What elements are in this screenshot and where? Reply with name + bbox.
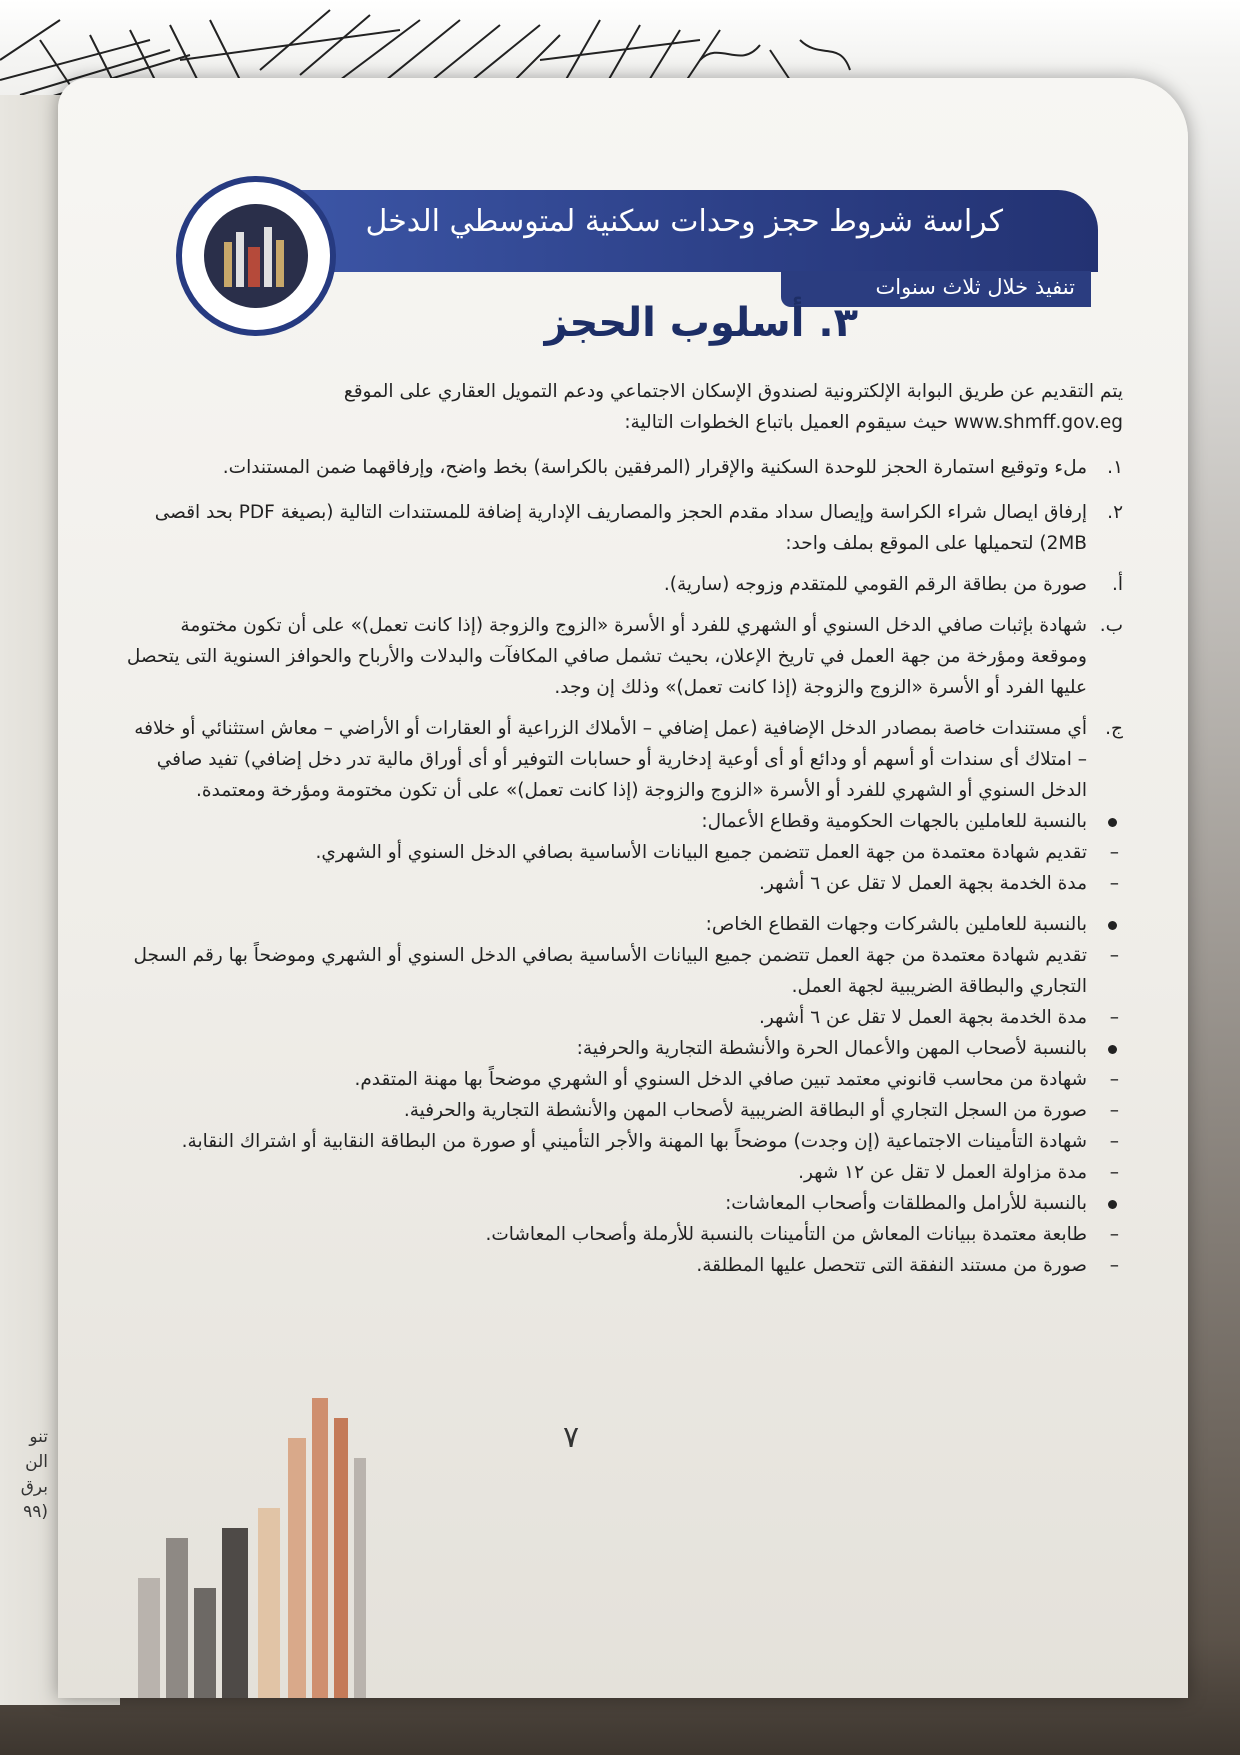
logo-bars-icon: [218, 222, 298, 292]
dash-icon: –: [1109, 945, 1119, 966]
step-number: ١.: [1107, 457, 1123, 478]
group-heading: [123, 909, 1123, 940]
snippet-line: (٩٩: [23, 1502, 48, 1522]
step-text: ملء وتوقيع استمارة الحجز للوحدة السكنية والإقرار (المرفقين بالكراسة) بخط واضح، وإرفاقهما ضمن المستندات.: [222, 457, 1087, 478]
group-title: بالنسبة للعاملين بالجهات الحكومية وقطاع الأعمال:: [701, 811, 1087, 832]
snippet-line: تنو: [29, 1427, 48, 1447]
requirement-item: [123, 1064, 1123, 1095]
step-item: [123, 452, 1123, 483]
sub-item-text: أي مستندات خاصة بمصادر الدخل الإضافية (عمل إضافي – الأملاك الزراعية أو العقارات أو الأراضي – معاش استثنائي أو خلافه – امتلاك أى سندات أو أسهم أو ودائع أو أى أوعية إدخارية أو حسابات التوفير أو أى أوراق مالية تدر دخل إضافي) تفيد صافي الدخل السنوي أو الشهري للفرد أو الأسرة «الزوج والزوجة (إذا كانت تعمل)» على أن تكون مختومة ومؤرخة ومعتمدة.: [134, 718, 1087, 801]
requirement-item: [123, 1126, 1123, 1157]
building-decoration-icon: [128, 1288, 428, 1698]
sub-item: [123, 713, 1123, 806]
intro-paragraph: [123, 376, 1123, 438]
group-heading: [123, 1033, 1123, 1064]
requirement-text: تقديم شهادة معتمدة من جهة العمل تتضمن جميع البيانات الأساسية بصافي الدخل السنوي أو الشهري.: [315, 842, 1087, 863]
step-item: [123, 497, 1123, 559]
requirement-item: [123, 1250, 1123, 1281]
step-text: إرفاق ايصال شراء الكراسة وإيصال سداد مقدم الحجز والمصاريف الإدارية إضافة للمستندات التالية (بصيغة PDF بحد اقصى 2MB) لتحميلها على الموقع بملف واحد:: [154, 502, 1087, 554]
intro-line: حيث سيقوم العميل باتباع الخطوات التالية:: [624, 412, 948, 433]
document-page: [58, 78, 1188, 1698]
group-title: بالنسبة لأصحاب المهن والأعمال الحرة والأنشطة التجارية والحرفية:: [576, 1038, 1087, 1059]
requirement-text: مدة مزاولة العمل لا تقل عن ١٢ شهر.: [798, 1162, 1087, 1183]
sub-item-letter: أ.: [1111, 574, 1123, 595]
requirement-item: [123, 940, 1123, 1002]
requirement-text: تقديم شهادة معتمدة من جهة العمل تتضمن جميع البيانات الأساسية بصافي الدخل السنوي أو الشهري وموضحاً بها رقم السجل التجاري والبطاقة الضريبية لجهة العمل.: [133, 945, 1087, 997]
sub-item-text: شهادة بإثبات صافي الدخل السنوي أو الشهري للفرد أو الأسرة «الزوج والزوجة (إذا كانت تعمل)» على أن تكون مختومة وموقعة ومؤرخة من جهة العمل في تاريخ الإعلان، بحيث تشمل صافي المكافآت والبدلات والأرباح والحوافز السنوية التى يتحصل عليها الفرد أو الأسرة «الزوج والزوجة (إذا كانت تعمل)» وذلك إن وجد.: [126, 615, 1087, 698]
requirement-item: [123, 1002, 1123, 1033]
website-link[interactable]: www.shmff.gov.eg: [953, 412, 1123, 433]
intro-line: يتم التقديم عن طريق البوابة الإلكترونية لصندوق الإسكان الاجتماعي ودعم التمويل العقاري على الموقع: [343, 381, 1123, 402]
fund-logo: [176, 176, 336, 336]
section-title: ٣. أسلوب الحجز: [544, 300, 858, 346]
snippet-line: الن: [25, 1452, 48, 1472]
group-heading: [123, 806, 1123, 837]
dash-icon: –: [1109, 1255, 1119, 1276]
requirement-text: صورة من السجل التجاري أو البطاقة الضريبية لأصحاب المهن والأنشطة التجارية والحرفية.: [403, 1100, 1087, 1121]
group-heading: [123, 1188, 1123, 1219]
bullet-icon: [1108, 1045, 1117, 1054]
requirement-text: شهادة من محاسب قانوني معتمد تبين صافي الدخل السنوي أو الشهري موضحاً بها مهنة المتقدم.: [354, 1069, 1087, 1090]
requirement-item: [123, 1157, 1123, 1188]
banner-title: كراسة شروط حجز وحدات سكنية لمتوسطي الدخل: [365, 204, 1003, 239]
dash-icon: –: [1109, 873, 1119, 894]
requirement-text: صورة من مستند النفقة التى تتحصل عليها المطلقة.: [696, 1255, 1087, 1276]
sub-item: [123, 610, 1123, 703]
dash-icon: –: [1109, 1224, 1119, 1245]
group-title: بالنسبة للعاملين بالشركات وجهات القطاع الخاص:: [705, 914, 1087, 935]
dash-icon: –: [1109, 1162, 1119, 1183]
requirement-text: شهادة التأمينات الاجتماعية (إن وجدت) موضحاً بها المهنة والأجر التأميني أو صورة من البطاقة النقابية أو اشتراك النقابة.: [181, 1131, 1087, 1152]
document-body: [123, 376, 1123, 1281]
dash-icon: –: [1109, 1007, 1119, 1028]
header-banner: [258, 190, 1098, 272]
page-number: ٧: [563, 1420, 580, 1455]
requirement-item: [123, 868, 1123, 899]
requirement-item: [123, 1095, 1123, 1126]
requirement-text: مدة الخدمة بجهة العمل لا تقل عن ٦ أشهر.: [759, 873, 1087, 894]
snippet-line: برق: [20, 1477, 48, 1497]
banner-subtitle: تنفيذ خلال ثلاث سنوات: [875, 275, 1075, 299]
dash-icon: –: [1109, 1100, 1119, 1121]
requirement-item: [123, 1219, 1123, 1250]
requirement-item: [123, 837, 1123, 868]
dash-icon: –: [1109, 1069, 1119, 1090]
bullet-icon: [1108, 818, 1117, 827]
bullet-icon: [1108, 1200, 1117, 1209]
sub-item-letter: ج.: [1105, 718, 1123, 739]
dash-icon: –: [1109, 1131, 1119, 1152]
dash-icon: –: [1109, 842, 1119, 863]
sub-item-letter: ب.: [1099, 615, 1123, 636]
bullet-icon: [1108, 921, 1117, 930]
requirement-text: طابعة معتمدة ببيانات المعاش من التأمينات بالنسبة للأرملة وأصحاب المعاشات.: [485, 1224, 1087, 1245]
sub-item-text: صورة من بطاقة الرقم القومي للمتقدم وزوجه (سارية).: [663, 574, 1087, 595]
sub-item: [123, 569, 1123, 600]
adjacent-page-snippet: [4, 1425, 48, 1525]
group-title: بالنسبة للأرامل والمطلقات وأصحاب المعاشات:: [725, 1193, 1087, 1214]
requirement-text: مدة الخدمة بجهة العمل لا تقل عن ٦ أشهر.: [759, 1007, 1087, 1028]
step-number: ٢.: [1107, 502, 1123, 523]
